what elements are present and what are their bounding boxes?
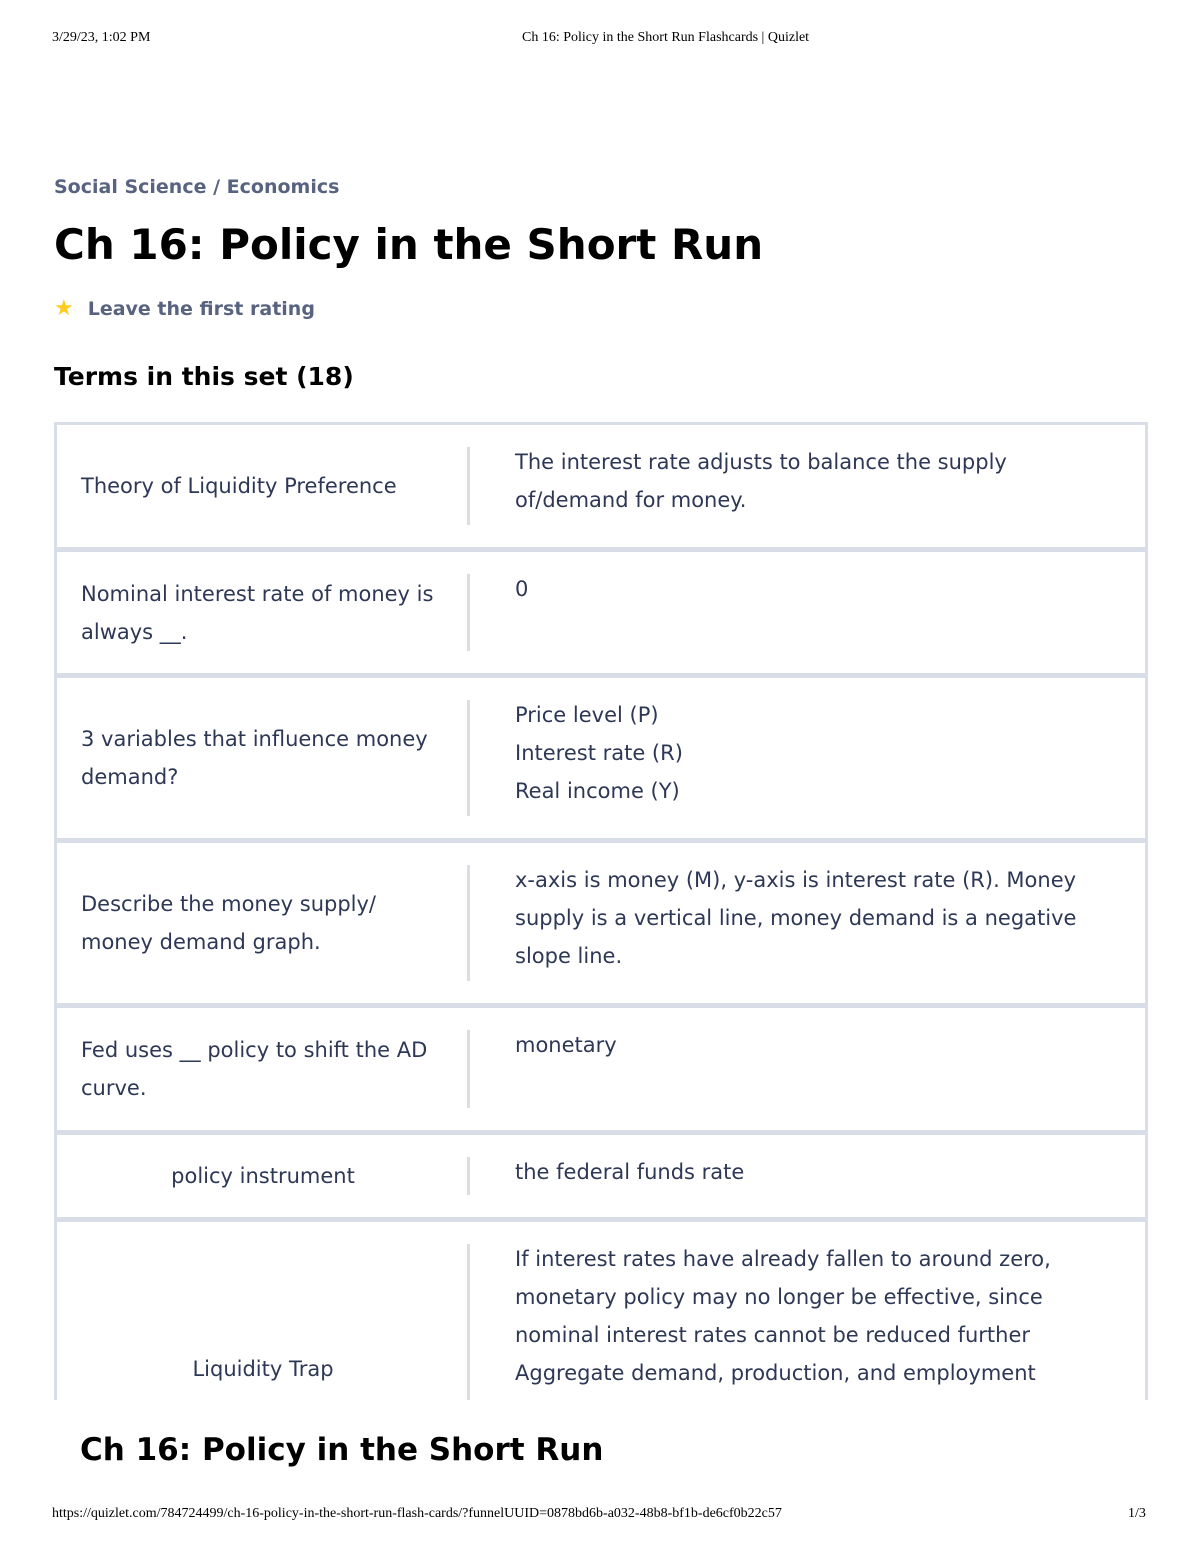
card-row (54, 422, 1148, 550)
definition-cell (515, 696, 1095, 810)
card-definition: the federal funds rate (515, 1160, 745, 1184)
card-term: policy instrument (171, 1164, 355, 1188)
card-definition: Aggregate demand, production, and employment (515, 1361, 1036, 1385)
terms-table (54, 422, 1148, 1400)
term-cell (81, 1030, 441, 1108)
card-row (54, 675, 1148, 841)
card-term: Nominal interest rate of money is always __. (81, 581, 434, 644)
card-definition: Interest rate (R) (515, 741, 683, 765)
print-datetime: 3/29/23, 1:02 PM (52, 30, 151, 45)
print-url: https://quizlet.com/784724499/ch-16-policy-in-the-short-run-flash-cards/?funnelUUID=0878bd6b-a032-48b8-bf1b-de6cf0b22c57 (52, 1506, 782, 1521)
card-row (54, 1132, 1148, 1220)
rating[interactable] (54, 296, 315, 321)
definition-cell (515, 443, 1095, 519)
print-page-title: Ch 16: Policy in the Short Run Flashcards | Quizlet (522, 30, 810, 45)
card-definition: monetary (515, 1033, 617, 1057)
card-definition: 0 (515, 577, 529, 601)
definition-cell (515, 861, 1095, 975)
breadcrumb[interactable]: Social Science / Economics (54, 176, 340, 198)
card-definition: Real income (Y) (515, 779, 680, 803)
card-row (54, 549, 1148, 676)
definition-cell (515, 570, 1095, 608)
definition-cell (515, 1240, 1095, 1392)
term-cell (81, 700, 441, 816)
terms-heading: Terms in this set (18) (54, 362, 354, 391)
definition-cell (515, 1026, 1095, 1064)
term-cell (81, 447, 441, 525)
definition-cell (515, 1153, 1095, 1191)
card-term: Describe the money supply/ money demand graph. (81, 892, 376, 954)
card-definition: The interest rate adjusts to balance the supply of/demand for money. (515, 450, 1007, 512)
card-term: 3 variables that influence money demand? (81, 727, 428, 789)
card-term: Fed uses __ policy to shift the AD curve. (81, 1038, 428, 1100)
divider (467, 865, 470, 981)
print-page-number: 1/3 (1128, 1506, 1146, 1521)
divider (467, 700, 470, 816)
divider (467, 1030, 470, 1108)
card-row (54, 1219, 1148, 1400)
divider (467, 1244, 470, 1400)
card-row (54, 840, 1148, 1006)
card-definition: If interest rates have already fallen to around zero, monetary policy may no longer be effective, since nominal interest rates cannot be reduced further (515, 1247, 1051, 1347)
card-term: Liquidity Trap (192, 1357, 334, 1381)
card-definition: x-axis is money (M), y-axis is interest rate (R). Money supply is a vertical line, money demand is a negative slope line. (515, 868, 1077, 968)
divider (467, 574, 470, 651)
divider (467, 1157, 470, 1195)
term-cell (57, 1157, 469, 1195)
star-icon: ★ (54, 296, 74, 321)
term-cell (81, 574, 441, 651)
rating-label[interactable]: Leave the first rating (87, 297, 315, 320)
term-cell (57, 1244, 469, 1400)
card-term: Theory of Liquidity Preference (81, 474, 397, 498)
footer-title: Ch 16: Policy in the Short Run (80, 1432, 604, 1468)
card-definition: Price level (P) (515, 703, 659, 727)
page-title: Ch 16: Policy in the Short Run (54, 220, 764, 269)
term-cell (81, 865, 441, 981)
divider (467, 447, 470, 525)
card-row (54, 1005, 1148, 1133)
